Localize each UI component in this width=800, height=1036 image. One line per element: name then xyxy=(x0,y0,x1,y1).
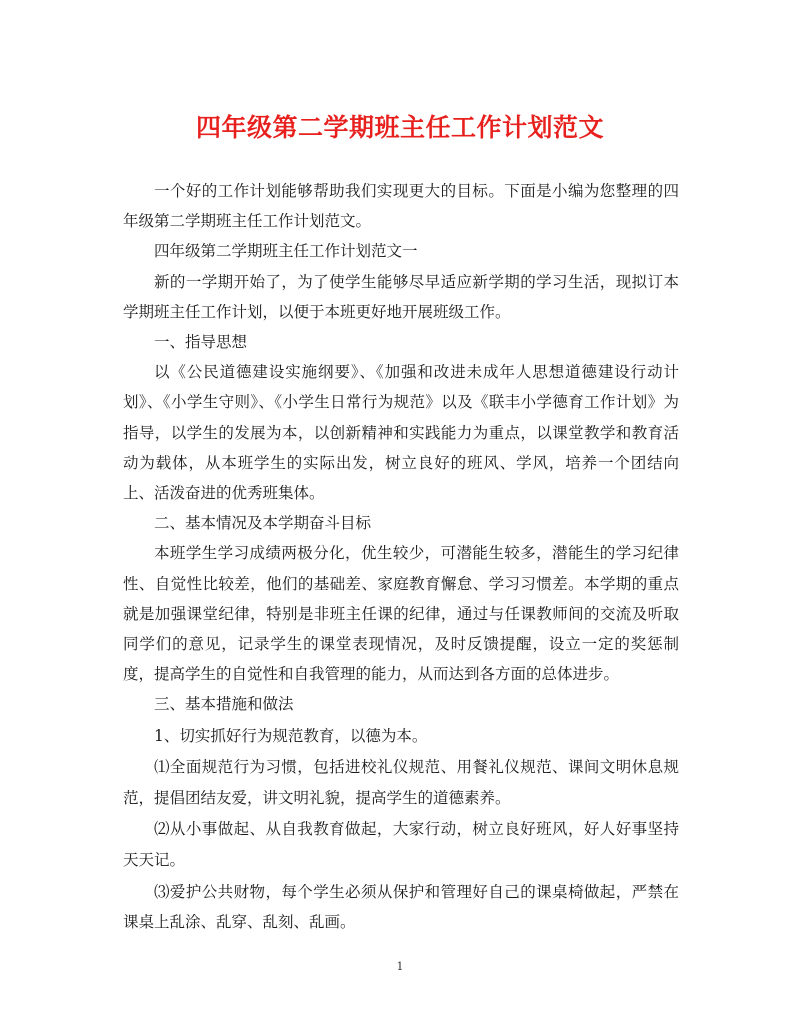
measure-subitem-1: ⑴全面规范行为习惯，包括进校礼仪规范、用餐礼仪规范、课间文明休息规范，提倡团结友爱，讲文明礼貌，提高学生的道德素养。 xyxy=(123,758,679,807)
section-heading-sample-one: 四年级第二学期班主任工作计划范文一 xyxy=(154,242,418,261)
basic-situation-paragraph: 本班学生学习成绩两极分化，优生较少，可潜能生较多，潜能生的学习纪律性、自觉性比较差，他们的基础差、家庭教育懈怠、学习习惯差。本学期的重点就是加强课堂纪律，特别是非班主任课的纪律，通过与任课教师间的交流及听取同学们的意见，记录学生的课堂表现情况，及时反馈提醒，设立一定的奖惩制度，提高学生的自觉性和自我管理的能力，从而达到各方面的总体进步。 xyxy=(123,544,679,684)
measure-subitem-2: ⑵从小事做起、从自我教育做起，大家行动，树立良好班风，好人好事坚持天天记。 xyxy=(123,820,679,870)
intro-paragraph: 一个好的工作计划能够帮助我们实现更大的目标。下面是小编为您整理的四年级第二学期班主任工作计划范文。 xyxy=(123,182,679,231)
measure-item-1: 1、切实抓好行为规范教育，以德为本。 xyxy=(154,726,428,745)
section-heading-measures: 三、基本措施和做法 xyxy=(154,695,294,714)
page-number: 1 xyxy=(396,960,404,973)
opening-paragraph: 新的一学期开始了，为了使学生能够尽早适应新学期的学习生活，现拟订本学期班主任工作计划，以便于本班更好地开展班级工作。 xyxy=(123,272,679,321)
section-heading-basic-situation: 二、基本情况及本学期奋斗目标 xyxy=(154,514,372,533)
guiding-thought-paragraph: 以《公民道德建设实施纲要》、《加强和改进未成年人思想道德建设行动计划》、《小学生守则》、《小学生日常行为规范》以及《联丰小学德育工作计划》为指导，以学生的发展为本，以创新精神和实践能力为重点，以课堂教学和教育活动为载体，从本班学生的实际出发，树立良好的班风、学风，培养一个团结向上、活泼奋进的优秀班集体。 xyxy=(123,363,679,503)
measure-subitem-3: ⑶爱护公共财物，每个学生必须从保护和管理好自己的课桌椅做起，严禁在课桌上乱涂、乱穿、乱刻、乱画。 xyxy=(123,882,679,932)
section-heading-guiding-thought: 一、指导思想 xyxy=(154,333,248,352)
document-title: 四年级第二学期班主任工作计划范文 xyxy=(195,113,604,142)
document-body xyxy=(123,176,679,938)
